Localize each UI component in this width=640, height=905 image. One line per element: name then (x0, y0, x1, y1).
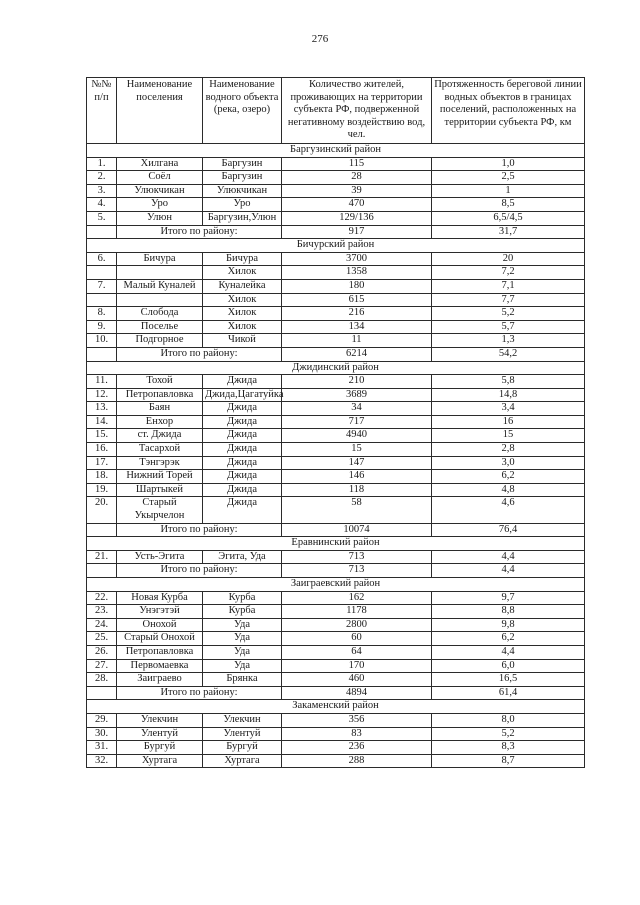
table-row (87, 727, 585, 741)
shoreline-length: 4,8 (432, 483, 585, 497)
shoreline-length: 5,8 (432, 375, 585, 389)
water-body: Эгита, Уда (203, 550, 282, 564)
residents-count: 129/136 (282, 211, 432, 225)
total-residents: 10074 (282, 523, 432, 537)
total-shoreline-length: 61,4 (432, 686, 585, 700)
table-row (87, 645, 585, 659)
residents-count: 713 (282, 550, 432, 564)
water-body: Джида,Цагатуйка (203, 388, 282, 402)
district-title: Джидинский район (87, 361, 585, 375)
table-row (87, 605, 585, 619)
shoreline-length: 9,8 (432, 618, 585, 632)
total-label: Итого по району: (117, 686, 282, 700)
shoreline-length: 6,0 (432, 659, 585, 673)
row-number: 11. (87, 375, 117, 389)
residents-count: 1178 (282, 605, 432, 619)
water-body: Улюкчикан (203, 184, 282, 198)
table-row (87, 266, 585, 280)
residents-count: 64 (282, 645, 432, 659)
total-number-cell (87, 564, 117, 578)
settlement-name: Улюкчикан (117, 184, 203, 198)
settlement-name: ст. Джида (117, 429, 203, 443)
row-number: 13. (87, 402, 117, 416)
table-row (87, 483, 585, 497)
shoreline-length: 7,1 (432, 279, 585, 293)
shoreline-length: 8,5 (432, 198, 585, 212)
water-body: Уда (203, 618, 282, 632)
residents-count: 470 (282, 198, 432, 212)
table-row (87, 279, 585, 293)
total-shoreline-length: 4,4 (432, 564, 585, 578)
settlement-name: Нижний Торей (117, 470, 203, 484)
district-total-row (87, 347, 585, 361)
row-number: 26. (87, 645, 117, 659)
row-number: 32. (87, 754, 117, 768)
settlement-name: Слобода (117, 307, 203, 321)
residents-count: 2800 (282, 618, 432, 632)
table-row (87, 713, 585, 727)
row-number (87, 266, 117, 280)
settlement-name: Петропавловка (117, 645, 203, 659)
residents-count: 3700 (282, 252, 432, 266)
residents-count: 1358 (282, 266, 432, 280)
total-number-cell (87, 523, 117, 537)
total-shoreline-length: 31,7 (432, 225, 585, 239)
table-row (87, 754, 585, 768)
district-title: Заиграевский район (87, 578, 585, 592)
residents-count: 180 (282, 279, 432, 293)
row-number: 20. (87, 497, 117, 523)
row-number: 8. (87, 307, 117, 321)
row-number: 31. (87, 741, 117, 755)
settlement-name: Бургуй (117, 741, 203, 755)
table-row (87, 443, 585, 457)
row-number: 15. (87, 429, 117, 443)
settlement-name: Енхор (117, 415, 203, 429)
water-body: Джида (203, 470, 282, 484)
shoreline-length: 8,3 (432, 741, 585, 755)
water-body: Улекчин (203, 713, 282, 727)
residents-count: 28 (282, 171, 432, 185)
water-body: Курба (203, 591, 282, 605)
residents-count: 236 (282, 741, 432, 755)
settlement-name: Хилгана (117, 157, 203, 171)
table-row (87, 741, 585, 755)
water-body: Уда (203, 632, 282, 646)
residents-count: 34 (282, 402, 432, 416)
district-total-row (87, 225, 585, 239)
row-number: 21. (87, 550, 117, 564)
row-number: 6. (87, 252, 117, 266)
settlement-name: Уро (117, 198, 203, 212)
row-number: 28. (87, 673, 117, 687)
residents-count: 147 (282, 456, 432, 470)
table-row (87, 618, 585, 632)
shoreline-length: 6,2 (432, 632, 585, 646)
shoreline-length: 6,2 (432, 470, 585, 484)
settlement-name: Заиграево (117, 673, 203, 687)
shoreline-length: 8,8 (432, 605, 585, 619)
settlement-name: Тэнгэрэк (117, 456, 203, 470)
total-residents: 4894 (282, 686, 432, 700)
district-total-row (87, 686, 585, 700)
shoreline-length: 16 (432, 415, 585, 429)
table-row (87, 659, 585, 673)
shoreline-length: 14,8 (432, 388, 585, 402)
table-row (87, 320, 585, 334)
row-number: 3. (87, 184, 117, 198)
total-number-cell (87, 347, 117, 361)
settlement-name: Соёл (117, 171, 203, 185)
row-number: 7. (87, 279, 117, 293)
settlement-name: Подгорное (117, 334, 203, 348)
shoreline-length: 15 (432, 429, 585, 443)
total-residents: 6214 (282, 347, 432, 361)
header-water-body: Наименование водного объекта (река, озеро) (203, 78, 282, 144)
row-number: 12. (87, 388, 117, 402)
shoreline-length: 9,7 (432, 591, 585, 605)
table-row (87, 550, 585, 564)
residents-count: 615 (282, 293, 432, 307)
page-number: 276 (311, 33, 329, 45)
water-body: Бичура (203, 252, 282, 266)
residents-count: 115 (282, 157, 432, 171)
table-body (87, 144, 585, 768)
table-row (87, 171, 585, 185)
district-header-row (87, 537, 585, 551)
water-body: Уро (203, 198, 282, 212)
total-label: Итого по району: (117, 225, 282, 239)
shoreline-length: 2,8 (432, 443, 585, 457)
residents-count: 39 (282, 184, 432, 198)
water-body: Чикой (203, 334, 282, 348)
water-body: Джида (203, 402, 282, 416)
shoreline-length: 7,2 (432, 266, 585, 280)
row-number: 10. (87, 334, 117, 348)
table-row (87, 252, 585, 266)
district-header-row (87, 361, 585, 375)
settlement-name: Улекчин (117, 713, 203, 727)
table-row (87, 184, 585, 198)
total-shoreline-length: 76,4 (432, 523, 585, 537)
district-header-row (87, 700, 585, 714)
residents-count: 216 (282, 307, 432, 321)
settlement-name: Новая Курба (117, 591, 203, 605)
district-total-row (87, 523, 585, 537)
shoreline-length: 3,4 (432, 402, 585, 416)
water-body: Хилок (203, 266, 282, 280)
total-label: Итого по району: (117, 347, 282, 361)
residents-count: 15 (282, 443, 432, 457)
settlement-name: Тохой (117, 375, 203, 389)
header-residents: Количество жителей, проживающих на территории субъекта РФ, подверженной негативному воздействию вод, чел. (282, 78, 432, 144)
water-body: Улентуй (203, 727, 282, 741)
shoreline-length: 4,6 (432, 497, 585, 523)
table-row (87, 198, 585, 212)
water-body: Брянка (203, 673, 282, 687)
settlement-name: Хуртага (117, 754, 203, 768)
water-body: Хилок (203, 293, 282, 307)
water-body: Хилок (203, 307, 282, 321)
shoreline-length: 5,2 (432, 307, 585, 321)
row-number: 5. (87, 211, 117, 225)
shoreline-length: 4,4 (432, 645, 585, 659)
settlement-name: Первомаевка (117, 659, 203, 673)
table-row (87, 402, 585, 416)
settlement-name: Усть-Эгита (117, 550, 203, 564)
table-row (87, 157, 585, 171)
shoreline-length: 5,2 (432, 727, 585, 741)
row-number: 18. (87, 470, 117, 484)
table-row (87, 388, 585, 402)
shoreline-length: 8,0 (432, 713, 585, 727)
shoreline-length: 5,7 (432, 320, 585, 334)
residents-count: 3689 (282, 388, 432, 402)
row-number: 24. (87, 618, 117, 632)
shoreline-length: 1,3 (432, 334, 585, 348)
settlement-name (117, 293, 203, 307)
water-body: Хилок (203, 320, 282, 334)
district-total-row (87, 564, 585, 578)
total-residents: 917 (282, 225, 432, 239)
residents-count: 4940 (282, 429, 432, 443)
shoreline-length: 1,0 (432, 157, 585, 171)
row-number: 23. (87, 605, 117, 619)
total-shoreline-length: 54,2 (432, 347, 585, 361)
row-number: 22. (87, 591, 117, 605)
table-row (87, 673, 585, 687)
residents-count: 288 (282, 754, 432, 768)
water-body: Джида (203, 443, 282, 457)
residents-count: 146 (282, 470, 432, 484)
settlement-name: Шартыкей (117, 483, 203, 497)
district-title: Закаменский район (87, 700, 585, 714)
settlement-name: Петропавловка (117, 388, 203, 402)
table-row (87, 307, 585, 321)
residents-count: 11 (282, 334, 432, 348)
residents-count: 460 (282, 673, 432, 687)
settlement-name (117, 266, 203, 280)
settlement-name: Бичура (117, 252, 203, 266)
residents-count: 58 (282, 497, 432, 523)
water-body: Бургуй (203, 741, 282, 755)
water-body: Куналейка (203, 279, 282, 293)
residents-count: 83 (282, 727, 432, 741)
row-number: 2. (87, 171, 117, 185)
settlement-name: Поселье (117, 320, 203, 334)
shoreline-length: 16,5 (432, 673, 585, 687)
district-title: Еравнинский район (87, 537, 585, 551)
row-number: 16. (87, 443, 117, 457)
total-label: Итого по району: (117, 523, 282, 537)
total-number-cell (87, 686, 117, 700)
row-number: 17. (87, 456, 117, 470)
residents-count: 717 (282, 415, 432, 429)
total-residents: 713 (282, 564, 432, 578)
header-number: №№ п/п (87, 78, 117, 144)
row-number: 9. (87, 320, 117, 334)
header-settlement: Наименование поселения (117, 78, 203, 144)
residents-count: 356 (282, 713, 432, 727)
residents-count: 162 (282, 591, 432, 605)
table-row (87, 497, 585, 523)
table-row (87, 632, 585, 646)
district-header-row (87, 578, 585, 592)
row-number: 14. (87, 415, 117, 429)
settlement-name: Баян (117, 402, 203, 416)
table-row (87, 334, 585, 348)
water-body: Баргузин,Улюн (203, 211, 282, 225)
settlement-name: Тасархой (117, 443, 203, 457)
table-row (87, 456, 585, 470)
shoreline-length: 2,5 (432, 171, 585, 185)
settlement-name: Улюн (117, 211, 203, 225)
water-body: Джида (203, 483, 282, 497)
shoreline-length: 1 (432, 184, 585, 198)
table-header (87, 78, 585, 144)
residents-count: 118 (282, 483, 432, 497)
row-number: 29. (87, 713, 117, 727)
residents-count: 60 (282, 632, 432, 646)
settlement-name: Старый Укырчелон (117, 497, 203, 523)
shoreline-length: 3,0 (432, 456, 585, 470)
shoreline-length: 8,7 (432, 754, 585, 768)
water-body: Джида (203, 456, 282, 470)
settlement-name: Унэгэтэй (117, 605, 203, 619)
water-body: Джида (203, 497, 282, 523)
water-body: Хуртага (203, 754, 282, 768)
water-body: Джида (203, 415, 282, 429)
row-number: 19. (87, 483, 117, 497)
water-body: Курба (203, 605, 282, 619)
district-header-row (87, 144, 585, 158)
header-shoreline-length: Протяженность береговой линии водных объектов в границах поселений, расположенных на территории субъекта РФ, км (432, 78, 585, 144)
row-number: 27. (87, 659, 117, 673)
settlement-name: Малый Куналей (117, 279, 203, 293)
district-header-row (87, 239, 585, 253)
settlement-name: Старый Онохой (117, 632, 203, 646)
row-number (87, 293, 117, 307)
residents-count: 170 (282, 659, 432, 673)
settlements-table (86, 77, 585, 768)
table-row (87, 211, 585, 225)
settlement-name: Онохой (117, 618, 203, 632)
water-body: Баргузин (203, 171, 282, 185)
table-row (87, 470, 585, 484)
settlement-name: Улентуй (117, 727, 203, 741)
residents-count: 134 (282, 320, 432, 334)
total-label: Итого по району: (117, 564, 282, 578)
row-number: 4. (87, 198, 117, 212)
row-number: 1. (87, 157, 117, 171)
table-row (87, 293, 585, 307)
table-row (87, 429, 585, 443)
shoreline-length: 4,4 (432, 550, 585, 564)
row-number: 30. (87, 727, 117, 741)
table-row (87, 591, 585, 605)
water-body: Уда (203, 645, 282, 659)
water-body: Джида (203, 429, 282, 443)
water-body: Уда (203, 659, 282, 673)
shoreline-length: 7,7 (432, 293, 585, 307)
district-title: Бичурский район (87, 239, 585, 253)
water-body: Джида (203, 375, 282, 389)
shoreline-length: 20 (432, 252, 585, 266)
water-body: Баргузин (203, 157, 282, 171)
residents-count: 210 (282, 375, 432, 389)
shoreline-length: 6,5/4,5 (432, 211, 585, 225)
district-title: Баргузинский район (87, 144, 585, 158)
row-number: 25. (87, 632, 117, 646)
total-number-cell (87, 225, 117, 239)
table-row (87, 375, 585, 389)
table-row (87, 415, 585, 429)
